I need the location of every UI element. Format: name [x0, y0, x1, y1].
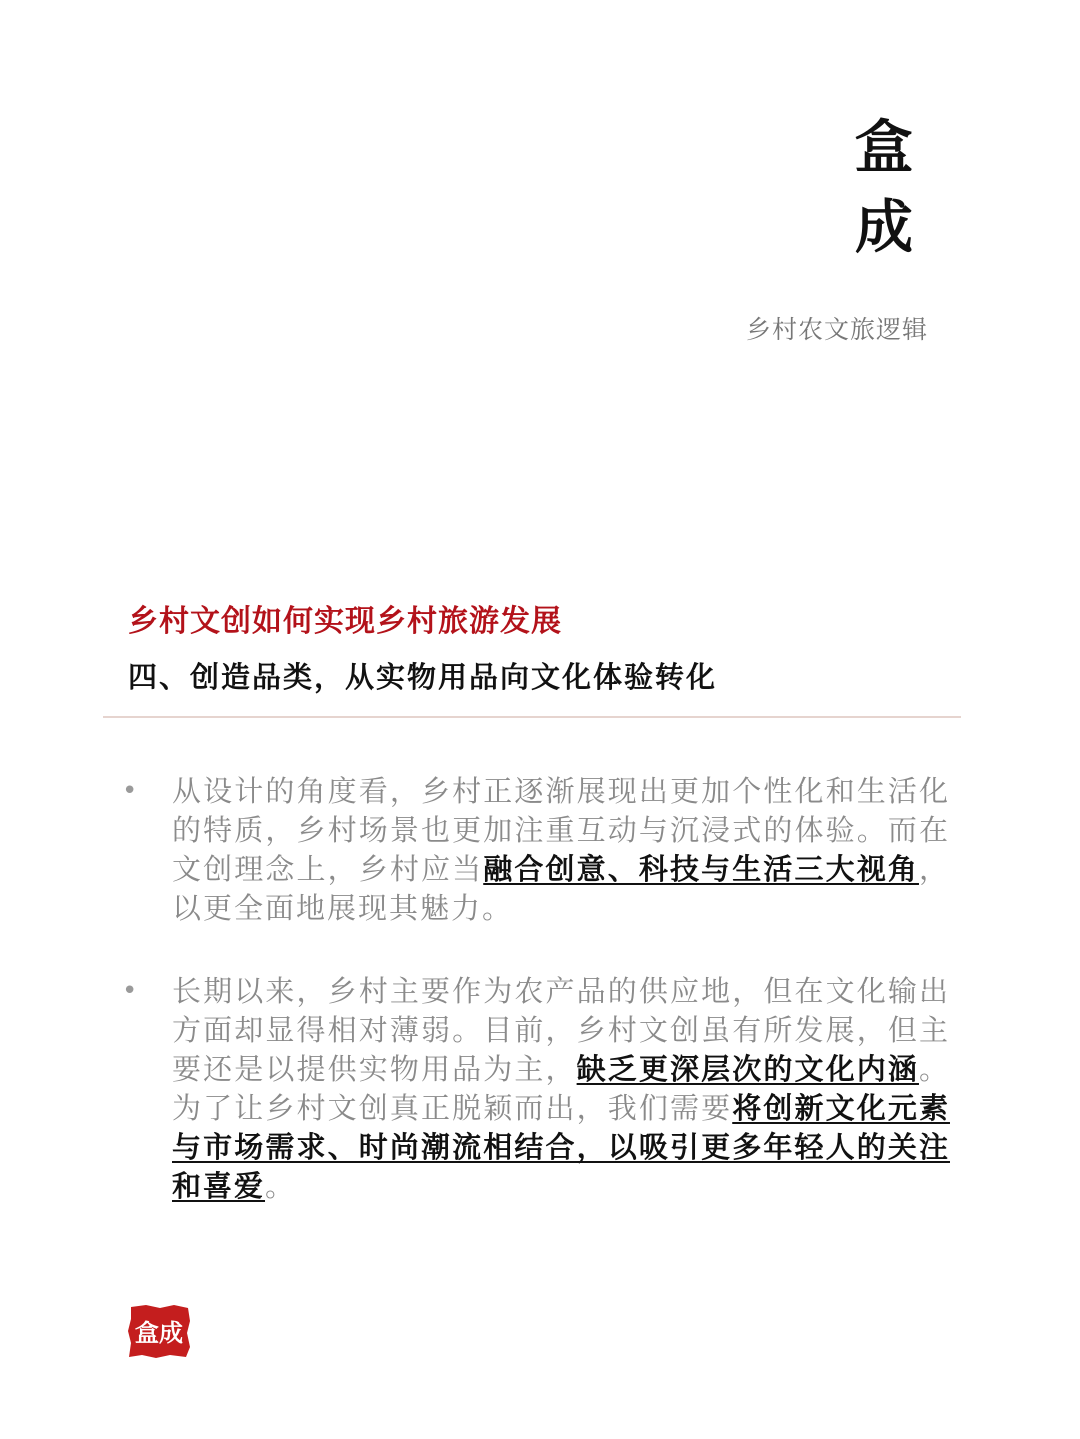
divider [103, 716, 961, 718]
bullet-1-text-1: 从设计的角度看，乡村正逐渐展现出更加个性化和生活化的特质，乡村场景也更加注重互动与沉浸式的体验。而在文创理念上，乡村应当 [172, 774, 950, 886]
bullet-item-1 [120, 772, 950, 928]
bullet-1-emphasis-1: 融合创意、科技与生活三大视角 [483, 852, 919, 886]
seal-text: 盒成 [135, 1318, 183, 1347]
brand-char-he: 盒 [854, 113, 913, 181]
brand-char-cheng: 成 [854, 193, 913, 261]
bullet-2-emphasis-1: 缺乏更深层次的文化内涵 [576, 1052, 919, 1086]
bullet-dot-icon: • [122, 976, 140, 1006]
bullet-2-text-1: 长期以来，乡村主要作为农产品的供应地，但在文化输出方面却显得相对薄弱。目前，乡村文创虽有所发展，但主要还是以提供实物用品为主， [172, 974, 950, 1086]
brand-subtitle: 乡村农文旅逻辑 [745, 315, 928, 344]
seal-stamp-icon [126, 1303, 192, 1359]
bullet-2-emphasis-2: 将创新文化元素与市场需求、时尚潮流相结合，以吸引更多年轻人的关注和喜爱 [172, 1091, 950, 1203]
bullet-2-text-3: 。 [265, 1169, 297, 1203]
bullet-list [120, 772, 950, 1250]
bullet-item-2 [120, 972, 950, 1206]
bullet-dot-icon: • [122, 776, 140, 806]
series-title: 乡村文创如何实现乡村旅游发展 [128, 604, 562, 639]
section-title: 四、创造品类，从实物用品向文化体验转化 [128, 660, 718, 694]
bullet-2-text-2: 。为了让乡村文创真正脱颖而出，我们需要 [172, 1052, 950, 1125]
bullet-1-text-2: ，以更全面地展现其魅力。 [172, 852, 950, 925]
